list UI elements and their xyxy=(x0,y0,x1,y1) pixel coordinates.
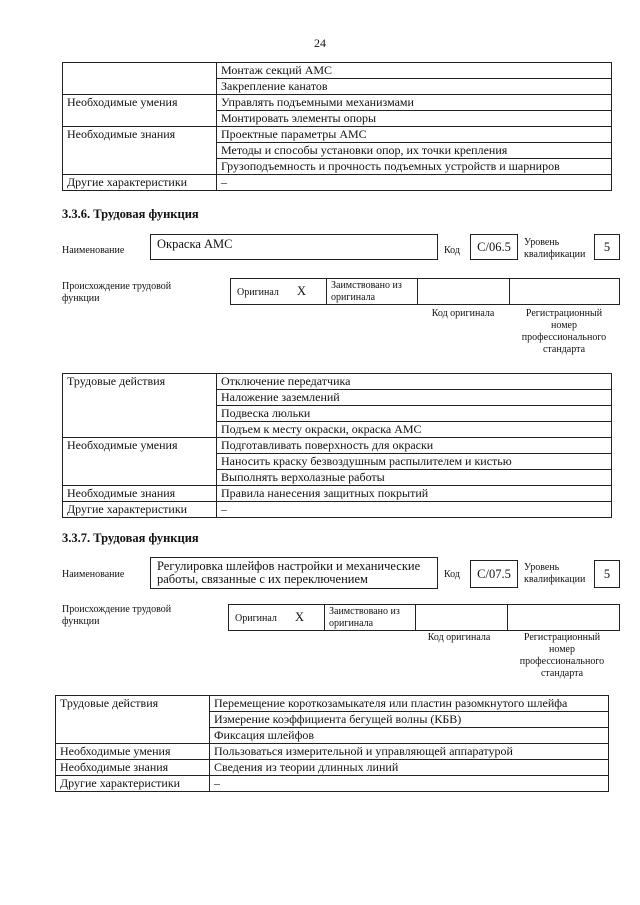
origin-label: Происхождение трудовой функции xyxy=(62,281,172,304)
row-label: Необходимые знания xyxy=(56,760,210,776)
level-box xyxy=(594,234,620,260)
section-title: 3.3.7. Трудовая функция xyxy=(62,531,199,545)
table-row xyxy=(63,175,612,191)
name-value: Регулировка шлейфов настройки и механические работы, связанные с их переключением xyxy=(157,559,421,586)
row-label: Другие характеристики xyxy=(63,175,217,191)
row-label: Необходимые умения xyxy=(56,744,210,760)
row-label xyxy=(56,712,210,728)
table-row xyxy=(63,470,612,486)
row-value: Наложение заземлений xyxy=(217,390,612,406)
row-label xyxy=(63,79,217,95)
original-mark: X xyxy=(295,610,305,624)
code-original-label: Код оригинала xyxy=(431,308,495,319)
table-row xyxy=(63,111,612,127)
divider xyxy=(326,279,327,304)
table-row xyxy=(56,696,609,712)
table-row xyxy=(56,744,609,760)
table-row xyxy=(63,374,612,390)
row-value: Монтаж секций АМС xyxy=(217,63,612,79)
table-row xyxy=(63,143,612,159)
table-row xyxy=(63,79,612,95)
table-row xyxy=(63,95,612,111)
row-value: Выполнять верхолазные работы xyxy=(217,470,612,486)
table-row xyxy=(63,63,612,79)
row-value: Подъем к месту окраски, окраска АМС xyxy=(217,422,612,438)
table-row xyxy=(63,406,612,422)
borrowed-label: Заимствовано из оригинала xyxy=(329,606,400,629)
code-box xyxy=(470,234,518,260)
name-box xyxy=(150,234,438,260)
table-row xyxy=(63,486,612,502)
row-value: Наносить краску безвоздушным распылителем и кистью xyxy=(217,454,612,470)
row-label xyxy=(63,159,217,175)
level-label: Уровень квалификации xyxy=(524,562,586,585)
section-title: 3.3.6. Трудовая функция xyxy=(62,207,199,221)
row-value: – xyxy=(217,502,612,518)
divider xyxy=(417,279,418,304)
table-row xyxy=(63,438,612,454)
row-value: Фиксация шлейфов xyxy=(210,728,609,744)
divider xyxy=(415,605,416,630)
row-value: Закрепление канатов xyxy=(217,79,612,95)
level-value: 5 xyxy=(603,240,611,254)
row-label xyxy=(63,111,217,127)
name-box xyxy=(150,557,438,589)
table-row xyxy=(63,127,612,143)
level-value: 5 xyxy=(603,567,611,581)
row-value: – xyxy=(217,175,612,191)
row-label xyxy=(63,143,217,159)
row-value: Монтировать элементы опоры xyxy=(217,111,612,127)
row-label xyxy=(63,406,217,422)
code-label: Код xyxy=(444,569,460,580)
row-label xyxy=(63,390,217,406)
row-label xyxy=(63,454,217,470)
row-label: Необходимые умения xyxy=(63,95,217,111)
row-label xyxy=(63,470,217,486)
origin-box xyxy=(230,278,620,305)
name-label: Наименование xyxy=(62,245,125,256)
code-original-label: Код оригинала xyxy=(427,632,491,643)
divider xyxy=(507,605,508,630)
row-value: Правила нанесения защитных покрытий xyxy=(217,486,612,502)
table-row xyxy=(56,760,609,776)
table-row xyxy=(63,454,612,470)
row-label: Трудовые действия xyxy=(56,696,210,712)
original-label: Оригинал xyxy=(237,287,279,298)
original-mark: X xyxy=(297,284,307,298)
level-label: Уровень квалификации xyxy=(524,237,586,260)
row-value: Подвеска люльки xyxy=(217,406,612,422)
row-value: Грузоподъемность и прочность подъемных устройств и шарниров xyxy=(217,159,612,175)
row-value: Отключение передатчика xyxy=(217,374,612,390)
row-label: Необходимые знания xyxy=(63,127,217,143)
table-row xyxy=(63,390,612,406)
reg-number-label: Регистрационный номер профессионального стандарта xyxy=(521,308,607,355)
divider xyxy=(324,605,325,630)
row-value: Подготавливать поверхность для окраски xyxy=(217,438,612,454)
top-table xyxy=(62,62,612,191)
origin-box xyxy=(228,604,620,631)
row-label xyxy=(63,63,217,79)
code-box xyxy=(470,560,518,588)
code-value: С/07.5 xyxy=(477,567,511,581)
reg-number-label: Регистрационный номер профессионального стандарта xyxy=(519,632,605,679)
row-label xyxy=(56,728,210,744)
row-value: Пользоваться измерительной и управляющей аппаратурой xyxy=(210,744,609,760)
section-337-table xyxy=(55,695,609,792)
name-label: Наименование xyxy=(62,569,125,580)
level-box xyxy=(594,560,620,588)
origin-label: Происхождение трудовой функции xyxy=(62,604,172,627)
row-value: Методы и способы установки опор, их точки крепления xyxy=(217,143,612,159)
table-row xyxy=(63,502,612,518)
section-336-table xyxy=(62,373,612,518)
row-value: – xyxy=(210,776,609,792)
table-row xyxy=(56,728,609,744)
row-value: Управлять подъемными механизмами xyxy=(217,95,612,111)
row-label: Другие характеристики xyxy=(63,502,217,518)
row-label: Необходимые умения xyxy=(63,438,217,454)
table-row xyxy=(63,159,612,175)
row-label: Трудовые действия xyxy=(63,374,217,390)
row-label: Другие характеристики xyxy=(56,776,210,792)
divider xyxy=(509,279,510,304)
page-number: 24 xyxy=(314,36,326,50)
code-label: Код xyxy=(444,245,460,256)
code-value: С/06.5 xyxy=(477,240,511,254)
row-value: Сведения из теории длинных линий xyxy=(210,760,609,776)
row-label xyxy=(63,422,217,438)
row-value: Перемещение короткозамыкателя или пластин разомкнутого шлейфа xyxy=(210,696,609,712)
table-row xyxy=(56,776,609,792)
row-value: Проектные параметры АМС xyxy=(217,127,612,143)
table-row xyxy=(63,422,612,438)
table-row xyxy=(56,712,609,728)
name-value: Окраска АМС xyxy=(157,237,233,251)
borrowed-label: Заимствовано из оригинала xyxy=(331,280,402,303)
original-label: Оригинал xyxy=(235,613,277,624)
row-value: Измерение коэффициента бегущей волны (КБВ) xyxy=(210,712,609,728)
row-label: Необходимые знания xyxy=(63,486,217,502)
